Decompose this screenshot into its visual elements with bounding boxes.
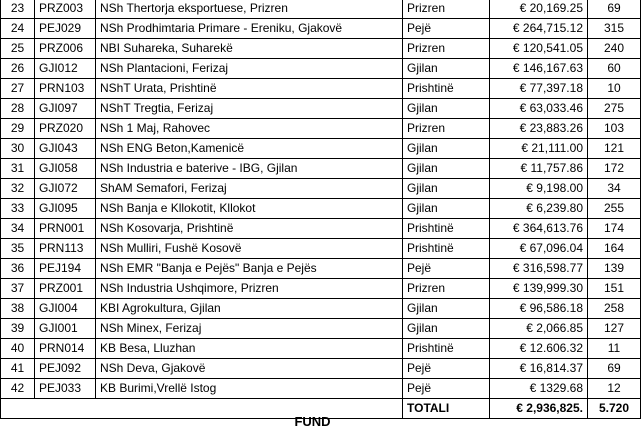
row-name: ShAM Semafori, Ferizaj	[96, 179, 403, 199]
table-row	[1, 119, 641, 139]
table-row	[1, 299, 641, 319]
row-name: NShT Tregtia, Ferizaj	[96, 99, 403, 119]
row-name: NSh Deva, Gjakovë	[96, 359, 403, 379]
row-code: PEJ033	[35, 379, 96, 399]
row-number: 29	[1, 119, 35, 139]
row-city: Prishtinë	[403, 239, 490, 259]
row-city: Pejë	[403, 359, 490, 379]
row-amount: € 9,198.00	[490, 179, 588, 199]
row-number: 32	[1, 179, 35, 199]
row-number: 36	[1, 259, 35, 279]
row-number: 28	[1, 99, 35, 119]
row-code: PEJ194	[35, 259, 96, 279]
row-amount: € 67,096.04	[490, 239, 588, 259]
row-code: GJI072	[35, 179, 96, 199]
row-number: 27	[1, 79, 35, 99]
row-amount: € 364,613.76	[490, 219, 588, 239]
table-row	[1, 139, 641, 159]
row-name: NSh Thertorja eksportuese, Prizren	[96, 0, 403, 19]
row-code: PRN014	[35, 339, 96, 359]
row-number: 26	[1, 59, 35, 79]
row-name: NSh Industria Ushqimore, Prizren	[96, 279, 403, 299]
row-name: NSh ENG Beton,Kamenicë	[96, 139, 403, 159]
table-row	[1, 259, 641, 279]
row-code: PRN113	[35, 239, 96, 259]
row-name: NSh Prodhimtaria Primare - Ereniku, Gjakovë	[96, 19, 403, 39]
row-count: 69	[588, 359, 641, 379]
row-name: KB Burimi,Vrellë Istog	[96, 379, 403, 399]
table-row	[1, 219, 641, 239]
row-count: 10	[588, 79, 641, 99]
total-amount: € 2,936,825.	[490, 399, 588, 419]
row-name: NSh Kosovarja, Prishtinë	[96, 219, 403, 239]
row-amount: € 20,169.25	[490, 0, 588, 19]
table-row	[1, 339, 641, 359]
row-code: GJI058	[35, 159, 96, 179]
row-name: NSh Mulliri, Fushë Kosovë	[96, 239, 403, 259]
row-amount: € 21,111.00	[490, 139, 588, 159]
row-count: 164	[588, 239, 641, 259]
row-code: GJI012	[35, 59, 96, 79]
row-city: Pejë	[403, 259, 490, 279]
row-count: 151	[588, 279, 641, 299]
row-city: Gjilan	[403, 59, 490, 79]
row-city: Prizren	[403, 119, 490, 139]
table-row	[1, 239, 641, 259]
table-body	[1, 0, 641, 399]
row-code: PRZ020	[35, 119, 96, 139]
row-number: 24	[1, 19, 35, 39]
row-number: 23	[1, 0, 35, 19]
row-code: PRZ003	[35, 0, 96, 19]
row-count: 34	[588, 179, 641, 199]
row-amount: € 146,167.63	[490, 59, 588, 79]
table-row	[1, 19, 641, 39]
table-row	[1, 159, 641, 179]
row-name: NSh Industria e baterive - IBG, Gjilan	[96, 159, 403, 179]
row-amount: € 316,598.77	[490, 259, 588, 279]
row-city: Gjilan	[403, 99, 490, 119]
row-amount: € 63,033.46	[490, 99, 588, 119]
document-end-label: FUND	[294, 414, 331, 429]
row-number: 34	[1, 219, 35, 239]
row-amount: € 23,883.26	[490, 119, 588, 139]
row-city: Gjilan	[403, 179, 490, 199]
row-count: 139	[588, 259, 641, 279]
row-name: NSh Plantacioni, Ferizaj	[96, 59, 403, 79]
row-name: NSh EMR "Banja e Pejës" Banja e Pejës	[96, 259, 403, 279]
row-code: PEJ092	[35, 359, 96, 379]
row-code: GJI095	[35, 199, 96, 219]
row-number: 31	[1, 159, 35, 179]
row-name: NSh 1 Maj, Rahovec	[96, 119, 403, 139]
row-code: GJI043	[35, 139, 96, 159]
row-number: 33	[1, 199, 35, 219]
table-row	[1, 39, 641, 59]
row-city: Gjilan	[403, 299, 490, 319]
row-count: 11	[588, 339, 641, 359]
row-city: Gjilan	[403, 139, 490, 159]
row-name: KBI Agrokultura, Gjilan	[96, 299, 403, 319]
row-amount: € 2,066.85	[490, 319, 588, 339]
row-amount: € 96,586.18	[490, 299, 588, 319]
row-number: 39	[1, 319, 35, 339]
row-city: Pejë	[403, 19, 490, 39]
row-number: 42	[1, 379, 35, 399]
row-amount: € 6,239.80	[490, 199, 588, 219]
row-code: PRN103	[35, 79, 96, 99]
row-count: 103	[588, 119, 641, 139]
row-code: PRZ001	[35, 279, 96, 299]
row-name: NBI Suhareka, Suharekë	[96, 39, 403, 59]
row-code: PEJ029	[35, 19, 96, 39]
row-code: GJI001	[35, 319, 96, 339]
total-label: TOTALI	[403, 399, 490, 419]
row-amount: € 1329.68	[490, 379, 588, 399]
row-city: Prizren	[403, 0, 490, 19]
row-count: 127	[588, 319, 641, 339]
row-amount: € 11,757.86	[490, 159, 588, 179]
row-city: Gjilan	[403, 159, 490, 179]
row-amount: € 264,715.12	[490, 19, 588, 39]
row-count: 275	[588, 99, 641, 119]
row-amount: € 12.606.32	[490, 339, 588, 359]
row-name: KB Besa, Lluzhan	[96, 339, 403, 359]
table-row	[1, 0, 641, 19]
table-row	[1, 319, 641, 339]
table-row	[1, 59, 641, 79]
row-city: Prishtinë	[403, 79, 490, 99]
row-number: 30	[1, 139, 35, 159]
table-row	[1, 199, 641, 219]
row-count: 12	[588, 379, 641, 399]
row-amount: € 139,999.30	[490, 279, 588, 299]
row-city: Prizren	[403, 39, 490, 59]
row-count: 315	[588, 19, 641, 39]
row-number: 41	[1, 359, 35, 379]
row-code: GJI004	[35, 299, 96, 319]
total-count: 5.720	[588, 399, 641, 419]
row-number: 25	[1, 39, 35, 59]
row-city: Pejë	[403, 379, 490, 399]
table-row	[1, 179, 641, 199]
row-number: 37	[1, 279, 35, 299]
table-row	[1, 279, 641, 299]
row-code: GJI097	[35, 99, 96, 119]
row-number: 35	[1, 239, 35, 259]
table-row	[1, 79, 641, 99]
table-row	[1, 359, 641, 379]
row-count: 69	[588, 0, 641, 19]
row-count: 172	[588, 159, 641, 179]
row-code: PRN001	[35, 219, 96, 239]
row-count: 121	[588, 139, 641, 159]
table-row	[1, 99, 641, 119]
row-name: NSh Minex, Ferizaj	[96, 319, 403, 339]
row-name: NShT Urata, Prishtinë	[96, 79, 403, 99]
row-city: Gjilan	[403, 199, 490, 219]
row-number: 38	[1, 299, 35, 319]
row-count: 174	[588, 219, 641, 239]
row-number: 40	[1, 339, 35, 359]
row-count: 255	[588, 199, 641, 219]
row-amount: € 16,814.37	[490, 359, 588, 379]
row-count: 258	[588, 299, 641, 319]
row-city: Gjilan	[403, 319, 490, 339]
row-count: 60	[588, 59, 641, 79]
row-count: 240	[588, 39, 641, 59]
row-amount: € 120,541.05	[490, 39, 588, 59]
row-code: PRZ006	[35, 39, 96, 59]
row-name: NSh Banja e Kllokotit, Kllokot	[96, 199, 403, 219]
row-city: Prishtinë	[403, 339, 490, 359]
row-city: Prizren	[403, 279, 490, 299]
row-amount: € 77,397.18	[490, 79, 588, 99]
table-row	[1, 379, 641, 399]
row-city: Prishtinë	[403, 219, 490, 239]
